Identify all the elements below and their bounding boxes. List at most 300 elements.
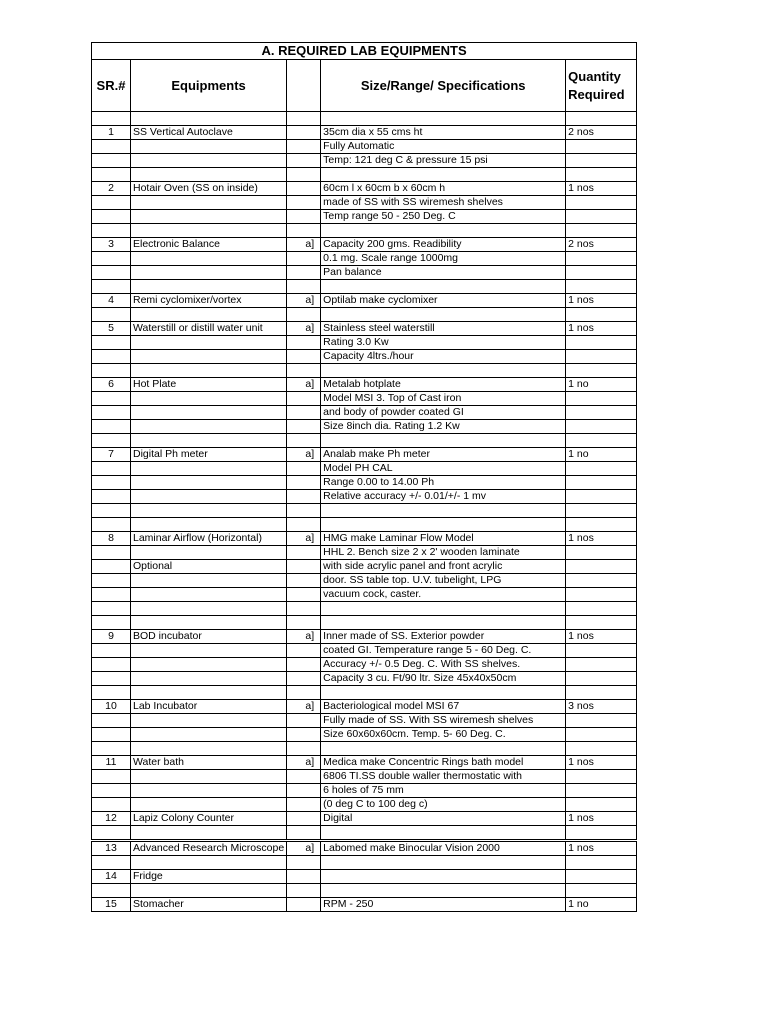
equipment-cell [131,266,287,280]
quantity-cell [566,574,637,588]
quantity-cell: 2 nos [566,126,637,140]
sub-cell [287,602,321,616]
quantity-cell [566,870,637,884]
sr-cell [92,644,131,658]
sr-cell [92,280,131,294]
sub-cell: a] [287,322,321,336]
quantity-cell: 1 nos [566,532,637,546]
equipment-cell [131,616,287,630]
sr-cell [92,364,131,378]
sub-cell [287,182,321,196]
title-row [92,43,637,60]
quantity-cell [566,392,637,406]
equipment-cell [131,168,287,182]
equipment-cell: Lab Incubator [131,700,287,714]
sub-cell: a] [287,378,321,392]
spec-cell: Metalab hotplate [321,378,566,392]
sr-cell [92,602,131,616]
spec-cell [321,686,566,700]
table-row [92,322,637,336]
equipment-cell [131,392,287,406]
sub-cell [287,644,321,658]
quantity-cell: 1 nos [566,294,637,308]
quantity-cell: 1 nos [566,812,637,826]
spec-cell [321,308,566,322]
spec-cell: Model PH CAL [321,462,566,476]
equipment-cell [131,884,287,898]
spec-cell: vacuum cock, caster. [321,588,566,602]
equipment-cell [131,308,287,322]
quantity-cell [566,406,637,420]
equipment-cell: Stomacher [131,898,287,912]
sub-cell: a] [287,700,321,714]
spec-cell [321,870,566,884]
equipment-cell [131,420,287,434]
quantity-cell [566,616,637,630]
sheet-title: A. REQUIRED LAB EQUIPMENTS [92,43,637,60]
sub-cell [287,392,321,406]
spec-cell [321,884,566,898]
equipment-cell: Waterstill or distill water unit [131,322,287,336]
spec-cell [321,518,566,532]
table-row [92,210,637,224]
quantity-cell: 1 nos [566,756,637,770]
quantity-cell [566,140,637,154]
sr-cell [92,112,131,126]
sr-cell [92,588,131,602]
sub-cell [287,476,321,490]
equipment-cell: Fridge [131,870,287,884]
table-row [92,742,637,756]
equipment-cell: Electronic Balance [131,238,287,252]
table-body [92,112,637,912]
sr-cell [92,140,131,154]
equipment-cell [131,658,287,672]
sr-cell [92,770,131,784]
quantity-cell [566,364,637,378]
spec-cell [321,224,566,238]
sub-cell [287,588,321,602]
spec-cell: Fully made of SS. With SS wiremesh shelves [321,714,566,728]
sr-cell: 4 [92,294,131,308]
sub-cell [287,364,321,378]
sr-cell [92,784,131,798]
sub-cell [287,770,321,784]
equipment-cell: Optional [131,560,287,574]
sub-cell: a] [287,238,321,252]
table-row [92,434,637,448]
sr-cell [92,728,131,742]
quantity-cell [566,434,637,448]
spec-cell: (0 deg C to 100 deg c) [321,798,566,812]
sub-cell [287,742,321,756]
spec-cell: door. SS table top. U.V. tubelight, LPG [321,574,566,588]
spec-cell: Size 60x60x60cm. Temp. 5- 60 Deg. C. [321,728,566,742]
sr-cell [92,168,131,182]
sr-cell [92,154,131,168]
quantity-cell: 1 no [566,898,637,912]
table-row [92,490,637,504]
table-row [92,560,637,574]
equipment-cell [131,224,287,238]
quantity-cell [566,672,637,686]
table-row [92,841,637,856]
quantity-cell [566,644,637,658]
spec-cell: and body of powder coated GI [321,406,566,420]
equipment-table [91,42,637,912]
equipment-cell [131,112,287,126]
quantity-cell [566,742,637,756]
spec-cell: Accuracy +/- 0.5 Deg. C. With SS shelves. [321,658,566,672]
table-row [92,378,637,392]
sub-cell [287,210,321,224]
quantity-cell [566,588,637,602]
quantity-cell: 1 nos [566,841,637,856]
sub-cell [287,280,321,294]
sr-cell [92,308,131,322]
spec-cell: 6806 TI.SS double waller thermostatic with [321,770,566,784]
sr-cell [92,224,131,238]
sub-cell [287,140,321,154]
table-row [92,870,637,884]
spec-cell [321,504,566,518]
spec-cell [321,112,566,126]
sr-cell [92,560,131,574]
quantity-cell [566,252,637,266]
sr-cell [92,406,131,420]
quantity-cell [566,476,637,490]
equipment-cell: Water bath [131,756,287,770]
table-row [92,728,637,742]
equipment-cell [131,210,287,224]
sr-cell [92,490,131,504]
sub-cell [287,856,321,870]
spec-cell [321,616,566,630]
spec-cell: coated GI. Temperature range 5 - 60 Deg. C. [321,644,566,658]
sub-cell [287,308,321,322]
sr-cell [92,616,131,630]
spec-cell: Capacity 4ltrs./hour [321,350,566,364]
table-row [92,898,637,912]
quantity-cell [566,560,637,574]
equipment-cell [131,350,287,364]
sub-cell [287,784,321,798]
sub-cell [287,686,321,700]
equipment-cell [131,406,287,420]
header-sub-blank [287,60,321,112]
table-row [92,574,637,588]
quantity-cell [566,280,637,294]
sub-cell [287,112,321,126]
sub-cell [287,672,321,686]
sub-cell: a] [287,532,321,546]
sr-cell [92,350,131,364]
quantity-cell [566,266,637,280]
table-row [92,884,637,898]
spec-cell: Temp: 121 deg C & pressure 15 psi [321,154,566,168]
equipment-cell [131,476,287,490]
equipment-cell [131,742,287,756]
sub-cell [287,224,321,238]
sr-cell [92,476,131,490]
spec-cell [321,434,566,448]
sub-cell [287,812,321,826]
equipment-cell [131,856,287,870]
table-row [92,658,637,672]
sub-cell: a] [287,294,321,308]
table-row [92,756,637,770]
table-row [92,546,637,560]
spec-cell: Medica make Concentric Rings bath model [321,756,566,770]
equipment-cell: Laminar Airflow (Horizontal) [131,532,287,546]
spec-cell: made of SS with SS wiremesh shelves [321,196,566,210]
sr-cell: 11 [92,756,131,770]
sub-cell: a] [287,756,321,770]
sr-cell: 1 [92,126,131,140]
equipment-cell: Advanced Research Microscope [131,841,287,856]
table-row [92,140,637,154]
sub-cell [287,798,321,812]
table-row [92,476,637,490]
table-row [92,518,637,532]
sub-cell [287,266,321,280]
header-equipment: Equipments [131,60,287,112]
spec-cell [321,280,566,294]
table-row [92,238,637,252]
table-row [92,588,637,602]
sr-cell [92,884,131,898]
sr-cell [92,434,131,448]
sub-cell [287,350,321,364]
equipment-cell [131,784,287,798]
spec-cell: Stainless steel waterstill [321,322,566,336]
sr-cell: 2 [92,182,131,196]
sr-cell [92,798,131,812]
equipment-cell: Hot Plate [131,378,287,392]
quantity-cell: 1 nos [566,630,637,644]
equipment-cell [131,602,287,616]
sub-cell [287,420,321,434]
table-row [92,196,637,210]
table-row [92,700,637,714]
sub-cell [287,490,321,504]
equipment-cell [131,644,287,658]
sr-cell [92,546,131,560]
sub-cell [287,616,321,630]
table-row [92,784,637,798]
table-row [92,392,637,406]
table-row [92,350,637,364]
sub-cell [287,406,321,420]
table-row [92,112,637,126]
equipment-cell [131,462,287,476]
sr-cell: 3 [92,238,131,252]
table-row [92,294,637,308]
quantity-cell [566,308,637,322]
sub-cell [287,518,321,532]
table-row [92,462,637,476]
spec-cell: Optilab make cyclomixer [321,294,566,308]
spec-cell [321,826,566,841]
table-row [92,420,637,434]
table-row [92,154,637,168]
sr-cell [92,518,131,532]
table-row [92,406,637,420]
sub-cell [287,658,321,672]
quantity-cell [566,518,637,532]
quantity-cell [566,686,637,700]
table-row [92,252,637,266]
spec-cell [321,602,566,616]
table-row [92,602,637,616]
spec-cell: Inner made of SS. Exterior powder [321,630,566,644]
equipment-cell [131,504,287,518]
equipment-cell [131,588,287,602]
sub-cell: a] [287,448,321,462]
spec-cell: Rating 3.0 Kw [321,336,566,350]
table-row [92,308,637,322]
sub-cell [287,546,321,560]
equipment-cell: BOD incubator [131,630,287,644]
sr-cell [92,672,131,686]
quantity-cell [566,826,637,841]
sr-cell: 10 [92,700,131,714]
sr-cell [92,252,131,266]
equipment-cell [131,252,287,266]
table-row [92,686,637,700]
table-row [92,532,637,546]
sub-cell [287,870,321,884]
equipment-cell: SS Vertical Autoclave [131,126,287,140]
table-row [92,336,637,350]
table-row [92,280,637,294]
equipment-cell [131,714,287,728]
sr-cell: 8 [92,532,131,546]
equipment-cell [131,728,287,742]
sub-cell [287,714,321,728]
equipment-cell [131,770,287,784]
quantity-cell [566,196,637,210]
sr-cell: 13 [92,841,131,856]
quantity-cell [566,168,637,182]
equipment-cell: Hotair Oven (SS on inside) [131,182,287,196]
spec-cell: 6 holes of 75 mm [321,784,566,798]
equipment-cell [131,490,287,504]
equipment-cell [131,280,287,294]
quantity-cell [566,728,637,742]
quantity-cell [566,420,637,434]
quantity-cell [566,784,637,798]
sr-cell [92,826,131,841]
sub-cell: a] [287,630,321,644]
sub-cell: a] [287,841,321,856]
quantity-cell: 2 nos [566,238,637,252]
table-row [92,798,637,812]
spec-cell: Size 8inch dia. Rating 1.2 Kw [321,420,566,434]
sub-cell [287,504,321,518]
equipment-cell [131,336,287,350]
spec-cell: Relative accuracy +/- 0.01/+/- 1 mv [321,490,566,504]
sub-cell [287,252,321,266]
table-row [92,504,637,518]
equipment-cell [131,574,287,588]
equipment-cell [131,196,287,210]
spec-cell: RPM - 250 [321,898,566,912]
equipment-cell [131,546,287,560]
quantity-cell [566,798,637,812]
spec-cell: Model MSI 3. Top of Cast iron [321,392,566,406]
sr-cell [92,574,131,588]
equipment-cell [131,686,287,700]
sub-cell [287,154,321,168]
spec-cell: Analab make Ph meter [321,448,566,462]
equipment-cell: Digital Ph meter [131,448,287,462]
sub-cell [287,826,321,841]
quantity-cell [566,658,637,672]
sub-cell [287,560,321,574]
spec-cell: HHL 2. Bench size 2 x 2' wooden laminate [321,546,566,560]
sr-cell [92,742,131,756]
spec-cell: Pan balance [321,266,566,280]
equipment-cell: Remi cyclomixer/vortex [131,294,287,308]
quantity-cell [566,546,637,560]
sub-cell [287,898,321,912]
sr-cell [92,420,131,434]
table-row [92,616,637,630]
sr-cell [92,196,131,210]
sr-cell [92,336,131,350]
sr-cell [92,504,131,518]
sr-cell: 6 [92,378,131,392]
sub-cell [287,196,321,210]
equipment-cell [131,364,287,378]
table-row [92,364,637,378]
spec-cell: Labomed make Binocular Vision 2000 [321,841,566,856]
quantity-cell [566,112,637,126]
sub-cell [287,574,321,588]
sr-cell: 14 [92,870,131,884]
quantity-cell: 3 nos [566,700,637,714]
sr-cell [92,714,131,728]
table-row [92,168,637,182]
quantity-cell [566,770,637,784]
spec-cell: 60cm l x 60cm b x 60cm h [321,182,566,196]
sub-cell [287,336,321,350]
spec-cell: Bacteriological model MSI 67 [321,700,566,714]
spec-cell [321,856,566,870]
sr-cell [92,686,131,700]
sub-cell [287,462,321,476]
spec-cell: 35cm dia x 55 cms ht [321,126,566,140]
table-row [92,224,637,238]
header-spec: Size/Range/ Specifications [321,60,566,112]
header-quantity: Quantity Required [566,60,637,112]
spec-cell: 0.1 mg. Scale range 1000mg [321,252,566,266]
quantity-cell [566,210,637,224]
spec-cell: with side acrylic panel and front acrylic [321,560,566,574]
header-row [92,60,637,112]
quantity-cell: 1 no [566,378,637,392]
quantity-cell [566,462,637,476]
sr-cell [92,462,131,476]
table-row [92,856,637,870]
equipment-cell [131,798,287,812]
sr-cell [92,856,131,870]
quantity-cell [566,602,637,616]
equipment-sheet [91,42,637,912]
sr-cell [92,658,131,672]
quantity-cell [566,154,637,168]
